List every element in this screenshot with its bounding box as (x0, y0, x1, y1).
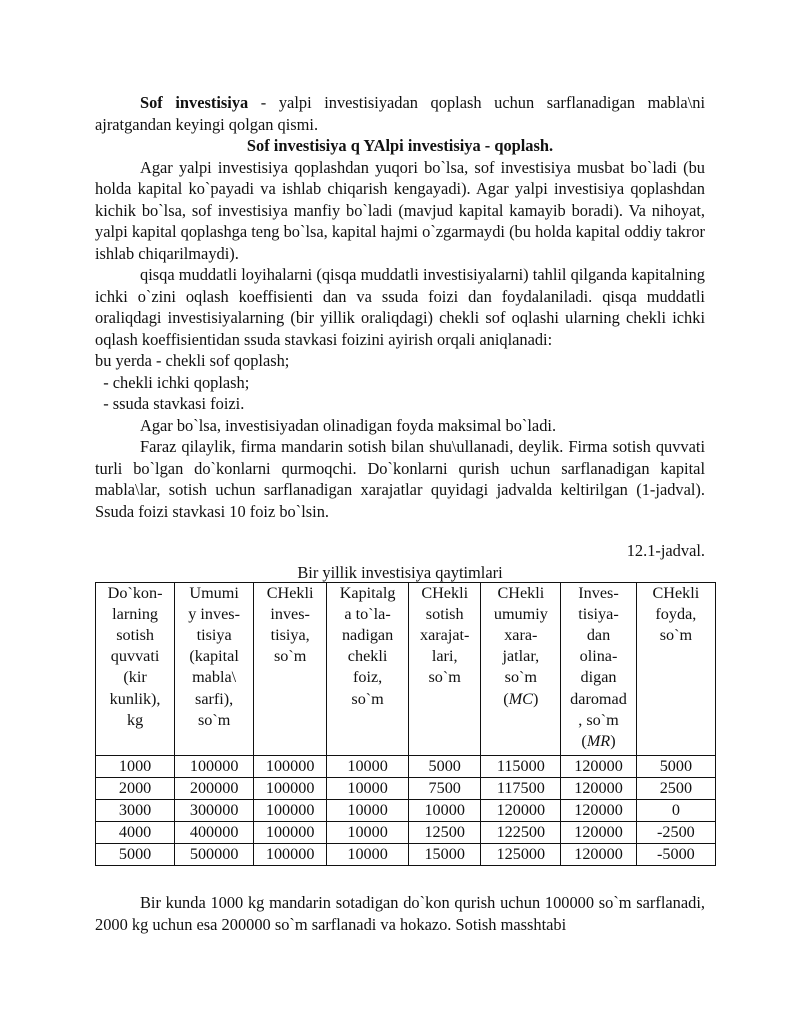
table-cell: 120000 (561, 778, 637, 800)
column-header (327, 582, 409, 756)
column-header-line: Umumi (189, 583, 239, 602)
table-cell: 120000 (561, 756, 637, 778)
table-cell: 10000 (408, 800, 480, 822)
column-header-line: tisiya- (578, 604, 619, 623)
table-cell: -2500 (636, 822, 715, 844)
table-cell: 120000 (561, 800, 637, 822)
term-bold: Sof investisiya (140, 93, 249, 112)
column-header-line: so`m (351, 689, 384, 708)
table-cell: 100000 (254, 756, 327, 778)
column-header-line: xarajat- (419, 625, 470, 644)
column-header (408, 582, 480, 756)
column-header-line: daromad (570, 689, 627, 708)
column-header-line: so`m (273, 647, 307, 666)
column-header-line: tisiya (196, 625, 232, 644)
table-cell: 117500 (481, 778, 561, 800)
table-cell: 1000 (96, 756, 175, 778)
column-header-line: lari, (431, 647, 458, 666)
column-header-line: Kapitalg (339, 583, 396, 602)
table-cell: 300000 (175, 800, 254, 822)
table-cell: 4000 (96, 822, 175, 844)
column-header-line: mabla\ (192, 668, 237, 687)
table-cell: 5000 (636, 756, 715, 778)
table-cell: 2000 (96, 778, 175, 800)
column-header-line: quvvati (110, 647, 160, 666)
table-header-row (96, 582, 716, 756)
column-header-line: inves- (270, 604, 310, 623)
table-number: 12.1-jadval. (626, 541, 705, 560)
table-row (96, 756, 716, 778)
column-header-line: xara- (504, 625, 538, 644)
column-header-line: jatlar, (502, 647, 540, 666)
column-header-line: foiz, (352, 668, 383, 687)
column-header-line: foyda, (655, 604, 697, 623)
column-header-line: olina- (579, 647, 618, 666)
table-row (96, 800, 716, 822)
paragraph-short-term: qisqa muddatli loyihalarni (qisqa muddatli investisiyalarni) tahlil qilganda kapitalning ichki o`zini oqlash koeffisienti dan va ssuda foizi dan foydalaniladi. qisqa muddatli oraliqdagi investisiyalarning (bir yillik oraliqdagi) chekli sof oqlashi ularning chekli ichki oqlash koeffisientidan ssuda stavkasi foizini ayirish orqali aniqlanadi: (95, 265, 705, 349)
formula-line: Sof investisiya q YAlpi investisiya - qoplash. (246, 136, 554, 155)
column-header-line: so`m (197, 710, 231, 729)
table-cell: 400000 (175, 822, 254, 844)
column-header-line: umumiy (493, 604, 548, 623)
paragraph-net-investment: Agar yalpi investisiya qoplashdan yuqori bo`lsa, sof investisiya musbat bo`ladi (bu holda kapital ko`payadi va ishlab chiqarish kengayadi). Agar yalpi investisiya qoplashdan kichik bo`lsa, sof investisiya manfiy bo`ladi (mavjud kapital kamayib boradi). Va nihoyat, yalpi kapital qoplashga teng bo`lsa, kapital hajmi o`zgarmaydi (bu holda kapital oddiy takror ishlab chiqarilmaydi). (95, 157, 705, 263)
table-cell: 3000 (96, 800, 175, 822)
table-cell: 7500 (408, 778, 480, 800)
column-header (96, 582, 175, 756)
column-header-line: larning (112, 604, 159, 623)
table-cell: -5000 (636, 844, 715, 866)
column-header (561, 582, 637, 756)
column-header-line: so`m (504, 668, 538, 687)
column-header (175, 582, 254, 756)
table-row (96, 778, 716, 800)
column-header-line: CHekli (266, 583, 314, 602)
column-header-line: digan (580, 668, 617, 687)
definition-item: - ssuda stavkasi foizi. (95, 394, 245, 413)
definition-item: bu yerda - chekli sof qoplash; (95, 351, 290, 370)
column-header-line: sotish (116, 625, 154, 644)
column-header-line: dan (586, 625, 611, 644)
table-cell: 5000 (408, 756, 480, 778)
column-header-line: so`m (428, 668, 461, 687)
table-cell: 5000 (96, 844, 175, 866)
column-header-line: sarfi), (195, 689, 234, 708)
column-header-line: (MC) (503, 689, 539, 708)
paragraph-max-profit: Agar bo`lsa, investisiyadan olinadigan foyda maksimal bo`ladi. (140, 415, 557, 435)
column-header-line: a to`la- (344, 604, 391, 623)
table-cell: 115000 (481, 756, 561, 778)
column-header-line: CHekli (421, 583, 469, 602)
table-cell: 2500 (636, 778, 715, 800)
table-cell: 200000 (175, 778, 254, 800)
column-header-line: kg (126, 710, 144, 729)
table-cell: 0 (636, 800, 715, 822)
table-cell: 100000 (254, 822, 327, 844)
column-header-line: CHekli (497, 583, 545, 602)
column-header (254, 582, 327, 756)
column-header (481, 582, 561, 756)
definition-paragraph (95, 92, 705, 135)
table-row (96, 822, 716, 844)
table-cell: 100000 (175, 756, 254, 778)
table-caption: Bir yillik investisiya qaytimlari (297, 562, 503, 582)
table-cell: 100000 (254, 844, 327, 866)
table-row (96, 844, 716, 866)
table-cell: 10000 (327, 800, 409, 822)
column-header-line: sotish (425, 604, 464, 623)
table-cell: 100000 (254, 778, 327, 800)
column-header-line: CHekli (652, 583, 700, 602)
column-header-line: , so`m (578, 710, 619, 729)
table-body (96, 756, 716, 866)
column-header-line: chekli (347, 647, 388, 666)
column-header-line: y inves- (188, 604, 240, 623)
column-header-line: tisiya, (270, 625, 310, 644)
definition-item: - chekli ichki qoplash; (95, 372, 250, 392)
column-header-line: kunlik), (109, 689, 161, 708)
table-cell: 100000 (254, 800, 327, 822)
paragraph-example: Faraz qilaylik, firma mandarin sotish bilan shu\ullanadi, deylik. Firma sotish quvvati turli bo`lgan do`konlarni qurmoqchi. Do`konlarni qurish uchun sarflanadigan kapital mabla\lar, sotish uchun sarflanadigan xarajatlar quyidagi jadvalda keltirilgan (1-jadval). Ssuda foizi stavkasi 10 foiz bo`lsin. (95, 437, 705, 521)
table-cell: 120000 (561, 822, 637, 844)
table-cell: 10000 (327, 844, 409, 866)
table-cell: 10000 (327, 778, 409, 800)
table-cell: 10000 (327, 822, 409, 844)
table-cell: 122500 (481, 822, 561, 844)
table-cell: 15000 (408, 844, 480, 866)
column-header-line: (MR) (581, 731, 616, 750)
paragraph-bottom: Bir kunda 1000 kg mandarin sotadigan do`kon qurish uchun 100000 so`m sarflanadi, 2000 kg uchun esa 200000 so`m sarflanadi va hokazo. Sotish masshtabi (95, 893, 705, 934)
column-header-line: Inves- (578, 583, 619, 602)
column-header-line: (kir (123, 668, 147, 687)
table-cell: 500000 (175, 844, 254, 866)
table-cell: 12500 (408, 822, 480, 844)
table-cell: 120000 (481, 800, 561, 822)
column-header-line: so`m (659, 625, 693, 644)
definition-text: - yalpi investisiyadan qoplash uchun sarflanadigan mabla\ni ajratgandan keyingi qolgan qismi. (95, 93, 705, 134)
column-header-line: (kapital (189, 647, 239, 666)
definitions-list (95, 350, 705, 415)
investment-table (95, 582, 716, 867)
table-cell: 125000 (481, 844, 561, 866)
column-header-line: Do`kon- (107, 583, 163, 602)
column-header-line: nadigan (341, 625, 394, 644)
column-header (636, 582, 715, 756)
document-page (95, 92, 705, 935)
table-cell: 120000 (561, 844, 637, 866)
table-cell: 10000 (327, 756, 409, 778)
